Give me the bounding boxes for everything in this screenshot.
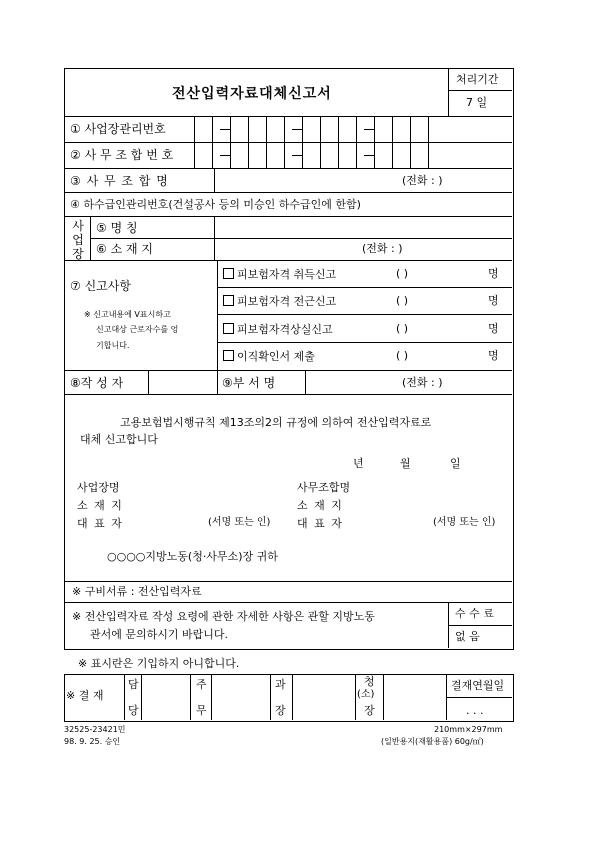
fee-value: 없 음 [455, 630, 480, 643]
workplace-number-label: ① 사업장관리번호 [70, 122, 166, 136]
approval-date-value: . . . [466, 704, 484, 717]
approval-section-bottom: 장 [275, 704, 286, 717]
paper-size: 210mm×297mm [434, 725, 503, 734]
workplace-name-sign-label: 사업장명 [77, 481, 120, 494]
workplace-rep-label: 대 표 자 [77, 517, 122, 530]
fee-label: 수 수 료 [455, 607, 494, 620]
approval-head-bottom: 장 [364, 704, 375, 717]
association-name-sign-label: 사무조합명 [297, 481, 351, 494]
office-association-number-label: ② 사 무 조 합 번 호 [70, 148, 174, 162]
writer-field[interactable] [149, 371, 216, 393]
workplace-name-field[interactable] [215, 217, 511, 237]
office-use-notice: ※ 표시란은 기입하지 아니합니다. [78, 657, 240, 670]
workplace-signature[interactable]: (서명 또는 인) [208, 517, 271, 528]
form-code: 32525-23421민 [64, 725, 126, 734]
checkbox-icon[interactable] [223, 268, 234, 279]
report-option-loss[interactable]: 피보험자격상실신고 ( ) 명 [218, 315, 511, 342]
date-day: 일 [450, 457, 461, 470]
workplace-number-boxes[interactable] [194, 116, 442, 142]
processing-period-value: 7 일 [466, 96, 488, 109]
association-address-sign-label: 소 재 지 [297, 499, 342, 512]
addressee: ○○○○지방노동(청·사무소)장 귀하 [107, 550, 278, 563]
report-note-line2: 신고대상 근로자수를 엉 [96, 325, 179, 334]
office-association-phone: (전화 : ) [402, 174, 443, 187]
workplace-address-sign-label: 소 재 지 [77, 499, 122, 512]
report-note-line3: 기합니다. [96, 341, 130, 350]
approval-date-label: 결재연월일 [451, 679, 505, 692]
association-signature[interactable]: (서명 또는 인) [433, 517, 496, 528]
workplace-name-label: ⑤ 명 칭 [96, 221, 138, 235]
inquiry-notice-line1: ※ 전산입력자료 작성 요령에 관한 자세한 사항은 관할 지방노동 [72, 610, 375, 623]
workplace-phone: (전화 : ) [362, 242, 403, 255]
subcontractor-number-label: ④ 하수급인관리번호(건설공사 등의 미승인 하수급인에 한함) [70, 198, 361, 211]
office-association-number-boxes[interactable] [194, 142, 442, 168]
declaration-line1: 고용보험법시행규칙 제13조의2의 규정에 의하여 전산입력자료로 [120, 416, 432, 429]
checkbox-icon[interactable] [223, 295, 234, 306]
checkbox-icon[interactable] [223, 350, 234, 361]
inquiry-notice-line2: 관서에 문의하시기 바랍니다. [90, 628, 229, 641]
office-association-name-field[interactable] [215, 169, 511, 191]
department-label: ⑨부 서 명 [222, 376, 276, 390]
report-option-transfer[interactable]: 피보험자격 전근신고 ( ) 명 [218, 288, 511, 314]
workplace-address-label: ⑥ 소 재 지 [96, 242, 153, 256]
report-note-line1: ※ 신고내용에 V표시하고 [84, 310, 171, 319]
declaration-line2: 대체 신고합니다 [80, 433, 158, 446]
report-option-acquisition[interactable]: 피보험자격 취득신고 ( ) 명 [218, 261, 511, 287]
writer-label: ⑧작 성 자 [70, 376, 124, 390]
approval-staff-bottom: 당 [128, 704, 139, 717]
workplace-vertical-label: 사 업 장 [72, 219, 84, 261]
required-documents: ※ 구비서류 : 전산입력자료 [72, 585, 202, 598]
approval-label: ※ 결 재 [66, 689, 104, 702]
approval-chief-bottom: 무 [196, 704, 207, 717]
form-approval-date: 98. 9. 25. 승인 [64, 737, 121, 746]
office-association-name-label: ③ 사 무 조 합 명 [70, 174, 168, 188]
report-option-separation[interactable]: 이직확인서 제출 ( ) 명 [218, 343, 511, 369]
approval-head-top: 청 [364, 675, 375, 688]
approval-chief-top: 주 [196, 678, 207, 691]
form-title: 전산입력자료대체신고서 [172, 86, 332, 102]
date-year: 년 [353, 457, 364, 470]
checkbox-icon[interactable] [223, 323, 234, 334]
paper-type: (일반용지(재활용품) 60g/㎡) [381, 737, 484, 746]
approval-head-mid: (소) [357, 689, 375, 700]
approval-section-top: 과 [275, 678, 286, 691]
writer-phone: (전화 : ) [402, 376, 443, 389]
processing-period-label: 처리기간 [456, 73, 499, 86]
report-items-label: ⑦ 신고사항 [70, 279, 131, 293]
association-rep-label: 대 표 자 [297, 517, 342, 530]
approval-staff-top: 담 [128, 678, 139, 691]
date-month: 월 [400, 457, 411, 470]
